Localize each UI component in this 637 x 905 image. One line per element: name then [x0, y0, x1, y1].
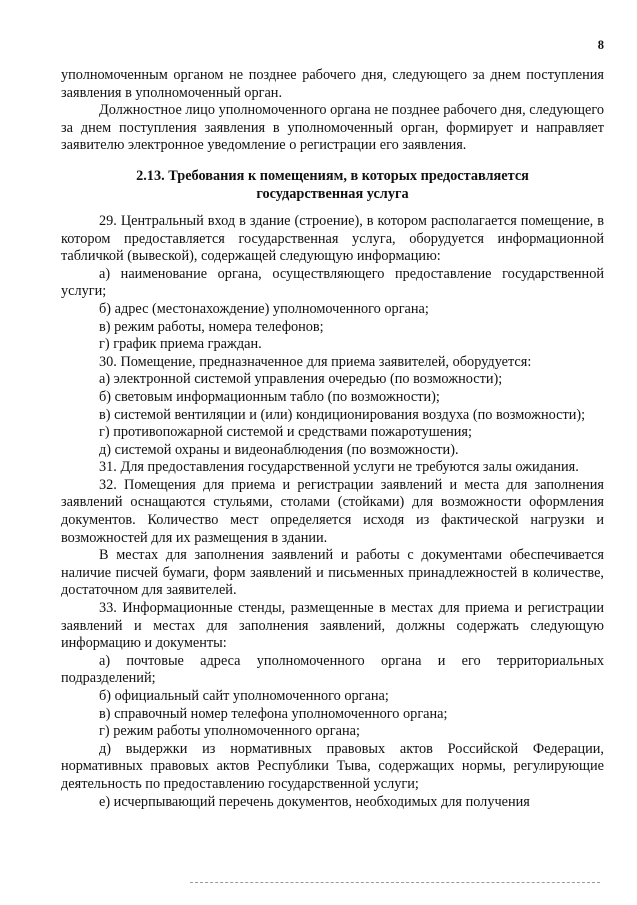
- list-item-33a: а) почтовые адреса уполномоченного органа и его территориальных подразделений;: [61, 652, 604, 687]
- list-item-30b: б) световым информационным табло (по возможности);: [99, 388, 440, 405]
- registration-paragraph: Должностное лицо уполномоченного органа не позднее рабочего дня, следующего за днем поступления заявления в уполномоченный орган, формирует и направляет заявителю электронное уведомление о регистрации его заявления.: [61, 102, 604, 154]
- paragraph-30: 30. Помещение, предназначенное для приема заявителей, оборудуется:: [99, 353, 532, 370]
- list-item-30c: в) системой вентиляции и (или) кондиционирования воздуха (по возможности);: [99, 406, 586, 423]
- paragraph-33: 33. Информационные стенды, размещенные в местах для приема и регистрации заявлений и местах для заполнения заявлений, должны содержать следующую информацию и документы:: [61, 600, 604, 652]
- paragraph-29: 29. Центральный вход в здание (строение), в котором располагается помещение, в котором предоставляется государственная услуга, оборудуется информационной табличкой (вывеской), содержащей следующую информацию:: [61, 212, 604, 265]
- list-item-30d: г) противопожарной системой и средствами пожаротушения;: [99, 424, 472, 441]
- list-item-30a: а) электронной системой управления очередью (по возможности);: [99, 371, 503, 388]
- list-item-33b: б) официальный сайт уполномоченного органа;: [99, 688, 389, 704]
- section-heading: 2.13. Требования к помещениям, в которых предоставляется государственная услуга: [136, 167, 529, 202]
- footer-divider: [190, 882, 600, 883]
- list-item-33e: д) выдержки из нормативных правовых актов Российской Федерации, нормативных правовых актов Республики Тыва, содержащих нормы, регулирующие деятельность по предоставлению государственной услуги;: [61, 740, 604, 792]
- list-item-33c: в) справочный номер телефона уполномоченного органа;: [99, 705, 448, 722]
- paragraph-32: 32. Помещения для приема и регистрации заявлений и места для заполнения заявлений оснащаются стульями, столами (стойками) для возможности оформления документов. Количество мест определяется исходя из фактической нагрузки и возможностей для их размещения в здании.: [61, 476, 604, 546]
- list-item-29b: б) адрес (местонахождение) уполномоченного органа;: [99, 300, 429, 317]
- list-item-29a: а) наименование органа, осуществляющего предоставление государственной услуги;: [61, 265, 604, 300]
- list-item-33f: е) исчерпывающий перечень документов, необходимых для получения: [99, 793, 530, 810]
- list-item-29d: г) график приема граждан.: [99, 336, 262, 353]
- list-item-33d: г) режим работы уполномоченного органа;: [99, 723, 360, 740]
- list-item-30e: д) системой охраны и видеонаблюдения (по возможности).: [99, 441, 459, 458]
- continuation-paragraph: уполномоченным органом не позднее рабочего дня, следующего за днем поступления заявления в уполномоченный орган.: [61, 67, 604, 101]
- page-number: 8: [597, 38, 604, 52]
- document-body: [61, 67, 604, 811]
- paragraph-32-writing-supplies: В местах для заполнения заявлений и работы с документами обеспечивается наличие писчей бумаги, форм заявлений и письменных принадлежностей в количестве, достаточном для заявителей.: [61, 547, 604, 599]
- list-item-29c: в) режим работы, номера телефонов;: [99, 318, 324, 335]
- paragraph-31: 31. Для предоставления государственной услуги не требуются залы ожидания.: [99, 459, 579, 476]
